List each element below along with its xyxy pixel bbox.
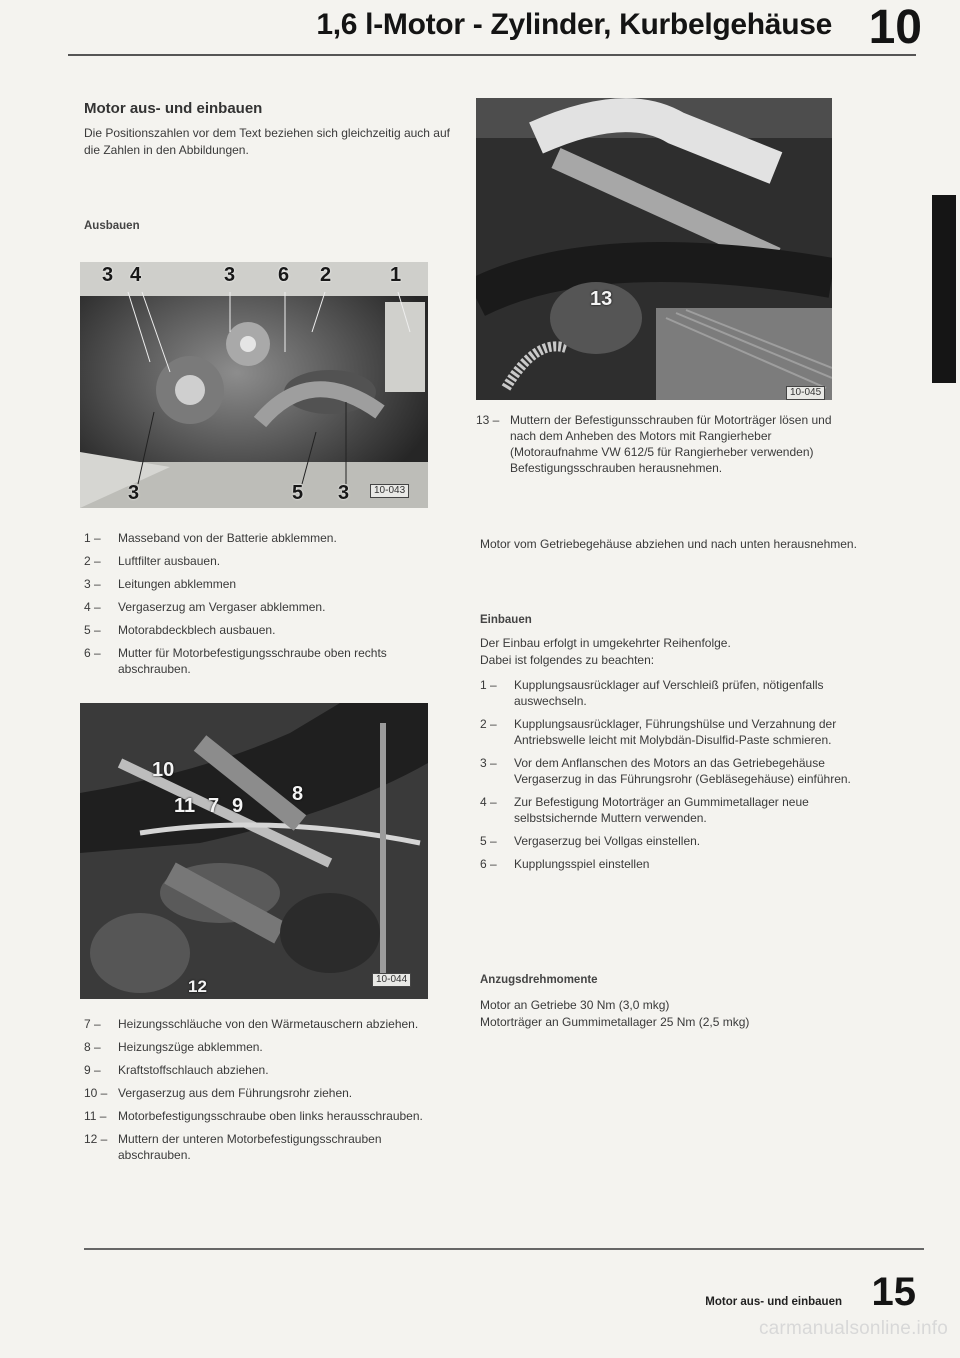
fig2-callout-7: 7 xyxy=(208,795,220,817)
fig1-reference-tag: 10-043 xyxy=(370,484,409,498)
engine-bay-photo xyxy=(80,262,428,508)
ausbauen-heading-wrap xyxy=(84,218,140,235)
fig2-callout-8: 8 xyxy=(292,783,304,805)
fig1-callout-3d: 3 xyxy=(338,482,350,504)
fig1-callout-4: 4 xyxy=(130,264,142,286)
removal-step: 7 – Heizungsschläuche von den Wärmetauschern abziehen. xyxy=(84,1017,419,1031)
installation-step: 3 – Vor dem Anflanschen des Motors an das Getriebegehäuse Vergaserzug in das Führungsrohr (Gebläsegehäuse) einführen. xyxy=(480,756,851,786)
engine-carrier-photo xyxy=(476,98,832,400)
chapter-thumb-tab xyxy=(932,195,956,383)
removal-steps-7-12 xyxy=(84,1016,446,1170)
removal-step: 2 – Luftfilter ausbauen. xyxy=(84,554,221,568)
figure-engine-carrier xyxy=(476,98,832,400)
section-title: Motor aus- und einbauen xyxy=(84,100,263,117)
heater-hoses-photo xyxy=(80,703,428,999)
engine-removal-text: Motor vom Getriebegehäuse abziehen und nach unten herausnehmen. xyxy=(480,537,857,551)
figure-engine-bay xyxy=(80,262,428,508)
fig3-callout-13: 13 xyxy=(590,288,613,310)
removal-step-13 xyxy=(476,412,856,483)
removal-step: 5 – Motorabdeckblech ausbauen. xyxy=(84,623,276,637)
torque-heading: Anzugsdrehmomente xyxy=(480,974,598,986)
installation-step: 5 – Vergaserzug bei Vollgas einstellen. xyxy=(480,834,701,848)
removal-step: 9 – Kraftstoffschlauch abziehen. xyxy=(84,1063,269,1077)
footer-section-title: Motor aus- und einbauen xyxy=(705,1296,842,1308)
fig3-reference-tag: 10-045 xyxy=(786,386,825,400)
section-intro xyxy=(84,100,454,159)
installation-step: 4 – Zur Befestigung Motorträger an Gummimetallager neue selbstsichernde Muttern verwenden. xyxy=(480,795,809,825)
removal-step: 10 – Vergaserzug aus dem Führungsrohr ziehen. xyxy=(84,1086,353,1100)
removal-step: 1 – Masseband von der Batterie abklemmen. xyxy=(84,531,337,545)
einbauen-heading: Einbauen xyxy=(480,614,532,626)
fig2-callout-10: 10 xyxy=(152,759,175,781)
installation-step: 1 – Kupplungsausrücklager auf Verschleiß prüfen, nötigenfalls auswechseln. xyxy=(480,678,824,708)
fig1-callout-5: 5 xyxy=(292,482,304,504)
section-intro-text: Die Positionszahlen vor dem Text beziehen sich gleichzeitig auch auf die Zahlen in den Abbildungen. xyxy=(84,126,450,157)
removal-step: 6 – Mutter für Motorbefestigungsschraube oben rechts abschrauben. xyxy=(84,646,387,676)
einbauen-intro-2: Dabei ist folgendes zu beachten: xyxy=(480,653,655,667)
site-watermark: carmanualsonline.info xyxy=(758,1318,948,1339)
fig2-callout-11: 11 xyxy=(174,795,196,817)
footer-rule xyxy=(84,1248,924,1250)
removal-step: 11 – Motorbefestigungsschraube oben links herausschrauben. xyxy=(84,1109,423,1123)
removal-step: 13 – Muttern der Befestigunsschrauben für Motorträger lösen und nach dem Anheben des Motors mit Rangierheber (Motoraufnahme VW 612/5 für Rangierheber verwenden) Befestigungsschrauben herausnehmen. xyxy=(476,413,832,475)
torque-section xyxy=(480,972,870,1031)
installation-steps xyxy=(480,677,860,872)
fig1-callout-3b: 3 xyxy=(224,264,236,286)
fig1-callout-3a: 3 xyxy=(102,264,114,286)
chapter-number: 10 xyxy=(868,1,922,54)
removal-step: 4 – Vergaserzug am Vergaser abklemmen. xyxy=(84,600,326,614)
removal-step: 8 – Heizungszüge abklemmen. xyxy=(84,1040,263,1054)
fig2-reference-tag: 10-044 xyxy=(372,973,411,987)
header-rule xyxy=(68,54,916,56)
removal-steps-1-6 xyxy=(84,530,434,684)
einbauen-intro-1: Der Einbau erfolgt in umgekehrter Reihenfolge. xyxy=(480,636,731,650)
fig1-callout-2: 2 xyxy=(320,264,332,286)
fig1-callout-6: 6 xyxy=(278,264,290,286)
installation-step: 6 – Kupplungsspiel einstellen xyxy=(480,857,650,871)
fig1-callout-1: 1 xyxy=(390,264,402,286)
fig2-callout-9: 9 xyxy=(232,795,244,817)
ausbauen-heading: Ausbauen xyxy=(84,220,140,232)
removal-step: 12 – Muttern der unteren Motorbefestigungsschrauben abschrauben. xyxy=(84,1132,382,1162)
figure-heater-hoses xyxy=(80,703,428,999)
einbauen-section xyxy=(480,612,860,879)
installation-step: 2 – Kupplungsausrücklager, Führungshülse und Verzahnung der Antriebswelle leicht mit Molybdän-Disulfid-Paste schmieren. xyxy=(480,717,837,747)
removal-step: 3 – Leitungen abklemmen xyxy=(84,577,237,591)
fig1-callout-3c: 3 xyxy=(128,482,140,504)
torque-line-1: Motor an Getriebe 30 Nm (3,0 mkg) xyxy=(480,998,670,1012)
page-number: 15 xyxy=(871,1270,916,1314)
torque-line-2: Motorträger an Gummimetallager 25 Nm (2,5 mkg) xyxy=(480,1015,750,1029)
page-header-title: 1,6 l-Motor - Zylinder, Kurbelgehäuse xyxy=(316,8,832,41)
fig2-callout-12: 12 xyxy=(188,977,207,996)
